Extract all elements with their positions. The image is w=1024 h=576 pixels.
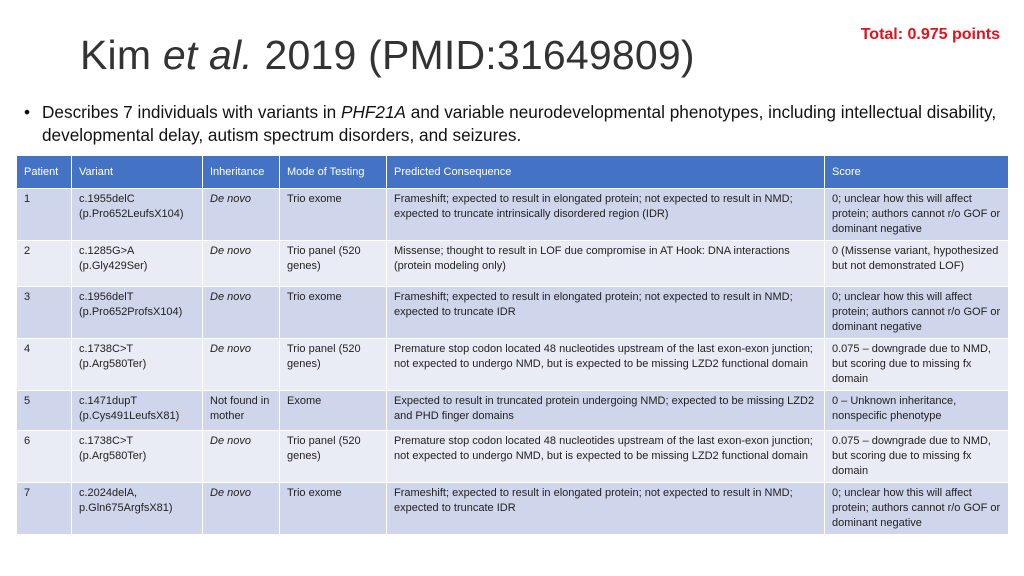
variant-table: [16, 155, 1009, 535]
cell-testing: Trio panel (520 genes): [280, 241, 387, 287]
cell-testing: Exome: [280, 391, 387, 431]
cell-variant: [72, 189, 203, 241]
cell-consequence: Missense; thought to result in LOF due compromise in AT Hook: DNA interactions (protein modeling only): [387, 241, 825, 287]
cell-patient: 1: [17, 189, 72, 241]
cell-score: 0.075 – downgrade due to NMD, but scoring due to missing fx domain: [825, 431, 1009, 483]
cell-score: 0 (Missense variant, hypothesized but not demonstrated LOF): [825, 241, 1009, 287]
cell-inheritance: De novo: [203, 189, 280, 241]
cell-patient: 2: [17, 241, 72, 287]
cell-patient: 4: [17, 339, 72, 391]
variant-protein: (p.Pro652ProfsX104): [79, 306, 183, 318]
variant-protein: (p.Gly429Ser): [79, 260, 148, 272]
cell-testing: Trio exome: [280, 189, 387, 241]
total-points: Total: 0.975 points: [860, 26, 1000, 43]
variant-protein: (p.Cys491LeufsX81): [79, 410, 180, 422]
cell-score: 0.075 – downgrade due to NMD, but scoring due to missing fx domain: [825, 339, 1009, 391]
cell-patient: 7: [17, 483, 72, 535]
table-row: [17, 483, 1009, 535]
variant-cdna: c.1285G>A: [79, 245, 135, 257]
cell-consequence: Frameshift; expected to result in elongated protein; not expected to result in NMD; expected to truncate IDR: [387, 483, 825, 535]
cell-inheritance: De novo: [203, 241, 280, 287]
cell-score: 0; unclear how this will affect protein; authors cannot r/o GOF or dominant negative: [825, 483, 1009, 535]
cell-inheritance: De novo: [203, 339, 280, 391]
description-part1: Describes 7 individuals with variants in: [42, 102, 342, 122]
cell-score: 0 – Unknown inheritance, nonspecific phenotype: [825, 391, 1009, 431]
slide-title: [80, 32, 695, 79]
table-row: [17, 241, 1009, 287]
cell-score: 0; unclear how this will affect protein; authors cannot r/o GOF or dominant negative: [825, 189, 1009, 241]
cell-testing: Trio exome: [280, 287, 387, 339]
table-row: [17, 339, 1009, 391]
cell-patient: 6: [17, 431, 72, 483]
header-variant: Variant: [72, 156, 203, 189]
table-row: [17, 431, 1009, 483]
header-patient: Patient: [17, 156, 72, 189]
cell-consequence: Premature stop codon located 48 nucleotides upstream of the last exon-exon junction; not expected to undergo NMD, but is expected to be missing LZD2 functional domain: [387, 339, 825, 391]
table-row: [17, 287, 1009, 339]
bullet-icon: •: [24, 102, 31, 122]
cell-variant: [72, 391, 203, 431]
variant-cdna: c.2024delA,: [79, 487, 138, 499]
variant-cdna: c.1955delC: [79, 193, 135, 205]
cell-consequence: Frameshift; expected to result in elongated protein; not expected to result in NMD; expected to truncate IDR: [387, 287, 825, 339]
cell-inheritance: De novo: [203, 483, 280, 535]
header-mode-of-testing: Mode of Testing: [280, 156, 387, 189]
table-row: [17, 391, 1009, 431]
header-inheritance: Inheritance: [203, 156, 280, 189]
title-author: Kim: [80, 32, 163, 78]
variant-cdna: c.1956delT: [79, 291, 134, 303]
variant-protein: p.Gln675ArgfsX81): [79, 502, 173, 514]
cell-testing: Trio exome: [280, 483, 387, 535]
header-predicted-consequence: Predicted Consequence: [387, 156, 825, 189]
cell-consequence: Frameshift; expected to result in elongated protein; not expected to result in NMD; expected to truncate intrinsically disordered region (IDR): [387, 189, 825, 241]
variant-cdna: c.1471dupT: [79, 395, 138, 407]
cell-inheritance: De novo: [203, 287, 280, 339]
title-etal: et al.: [162, 32, 253, 78]
cell-variant: [72, 339, 203, 391]
cell-testing: Trio panel (520 genes): [280, 339, 387, 391]
cell-variant: [72, 431, 203, 483]
title-rest: 2019 (PMID:31649809): [252, 32, 695, 78]
variant-protein: (p.Pro652LeufsX104): [79, 208, 184, 220]
cell-variant: [72, 483, 203, 535]
variant-cdna: c.1738C>T: [79, 343, 134, 355]
cell-variant: [72, 287, 203, 339]
cell-patient: 5: [17, 391, 72, 431]
cell-consequence: Premature stop codon located 48 nucleotides upstream of the last exon-exon junction; not expected to undergo NMD, but is expected to be missing LZD2 functional domain: [387, 431, 825, 483]
variant-protein: (p.Arg580Ter): [79, 450, 147, 462]
description-gene: PHF21A: [341, 102, 406, 122]
description-bullet: [24, 101, 999, 147]
variant-protein: (p.Arg580Ter): [79, 358, 147, 370]
description-part2: and variable neurodevelopmental phenotypes, including intellectual disability, developmental delay, autism spectrum disorders, and seizures.: [42, 102, 997, 145]
cell-score: 0; unclear how this will affect protein; authors cannot r/o GOF or dominant negative: [825, 287, 1009, 339]
header-score: Score: [825, 156, 1009, 189]
cell-inheritance: De novo: [203, 431, 280, 483]
cell-testing: Trio panel (520 genes): [280, 431, 387, 483]
cell-patient: 3: [17, 287, 72, 339]
variant-cdna: c.1738C>T: [79, 435, 134, 447]
table-row: [17, 189, 1009, 241]
table-header-row: [17, 156, 1009, 189]
cell-variant: [72, 241, 203, 287]
cell-inheritance: Not found in mother: [203, 391, 280, 431]
cell-consequence: Expected to result in truncated protein undergoing NMD; expected to be missing LZD2 and PHD finger domains: [387, 391, 825, 431]
